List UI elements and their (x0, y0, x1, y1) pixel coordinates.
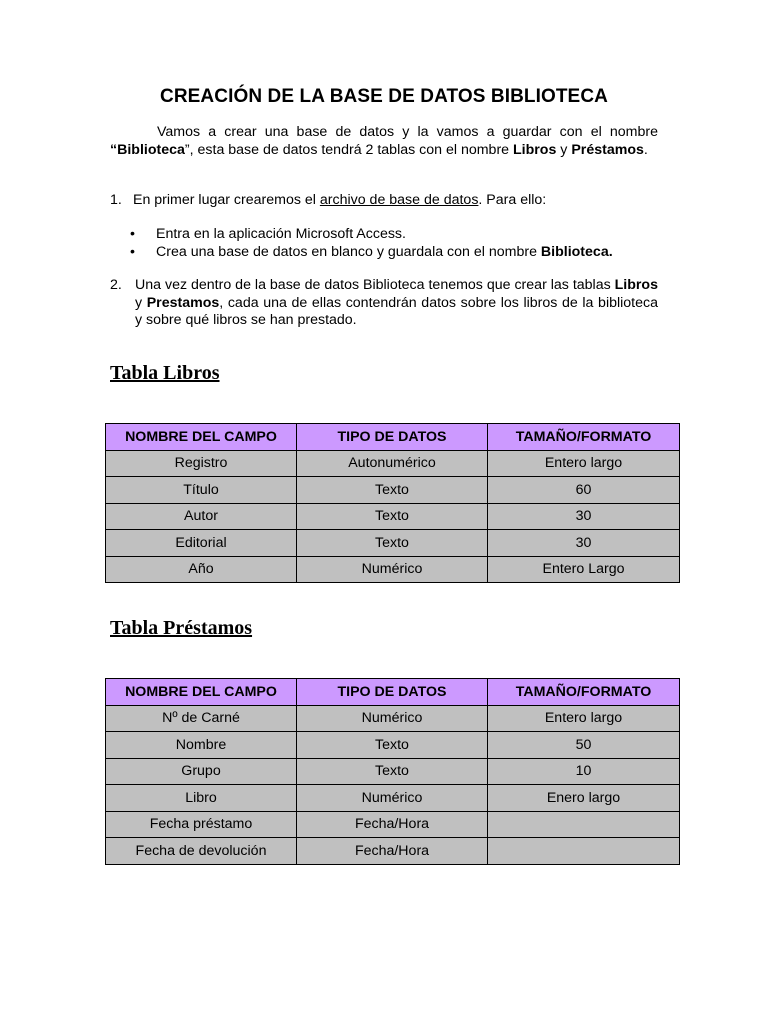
table-row (106, 785, 680, 812)
column-header-size-format: TAMAÑO/FORMATO (488, 424, 680, 451)
table-row (106, 758, 680, 785)
size-format-cell (488, 838, 680, 865)
field-name-cell: Grupo (106, 758, 297, 785)
bullet-symbol: • (130, 244, 135, 260)
field-name-cell: Autor (106, 503, 297, 530)
step-2-bold-prestamos: Prestamos (146, 294, 220, 311)
field-name-cell: Editorial (106, 530, 297, 557)
step-2-text-2: y (135, 294, 147, 311)
data-type-cell: Texto (297, 477, 488, 504)
column-header-field-name: NOMBRE DEL CAMPO (106, 424, 297, 451)
bullet-2-text-plain: Crea una base de datos en blanco y guardala con el nombre (156, 244, 541, 260)
size-format-cell: 50 (488, 732, 680, 759)
field-name-cell: Nombre (106, 732, 297, 759)
bullet-2-text (156, 244, 613, 262)
intro-text-1: Vamos a crear una base de datos y la vamos a guardar con el nombre (157, 124, 658, 140)
data-type-cell: Fecha/Hora (297, 838, 488, 865)
size-format-cell: Entero largo (488, 705, 680, 732)
column-header-data-type: TIPO DE DATOS (297, 679, 488, 706)
field-name-cell: Título (106, 477, 297, 504)
bullet-1-text: Entra en la aplicación Microsoft Access. (156, 226, 406, 242)
table-row (106, 705, 680, 732)
size-format-cell: Entero Largo (488, 556, 680, 583)
size-format-cell: 30 (488, 503, 680, 530)
prestamos-table (105, 678, 680, 865)
step-2-text-3: , cada una de ellas contendrán datos sobre los libros de la biblioteca y sobre qué libros se han prestado. (135, 294, 658, 328)
table-header-row (106, 424, 680, 451)
data-type-cell: Numérico (297, 705, 488, 732)
size-format-cell: Enero largo (488, 785, 680, 812)
data-type-cell: Numérico (297, 556, 488, 583)
size-format-cell: 10 (488, 758, 680, 785)
field-name-cell: Año (106, 556, 297, 583)
table-row (106, 503, 680, 530)
size-format-cell: 60 (488, 477, 680, 504)
step-1-text-before: En primer lugar crearemos el (133, 192, 320, 208)
document-title: CREACIÓN DE LA BASE DE DATOS BIBLIOTECA (160, 86, 608, 107)
data-type-cell: Fecha/Hora (297, 811, 488, 838)
field-name-cell: Fecha préstamo (106, 811, 297, 838)
step-2-text-1: Una vez dentro de la base de datos Biblioteca tenemos que crear las tablas (135, 277, 615, 293)
step-2-text (135, 277, 658, 330)
column-header-data-type: TIPO DE DATOS (297, 424, 488, 451)
table-row (106, 530, 680, 557)
data-type-cell: Texto (297, 758, 488, 785)
prestamos-section-heading: Tabla Préstamos (110, 617, 253, 639)
step-2-bold-libros: Libros (614, 277, 658, 293)
table-header-row (106, 679, 680, 706)
field-name-cell: Nº de Carné (106, 705, 297, 732)
step-1-text (133, 192, 663, 210)
libros-section-heading: Tabla Libros (110, 362, 220, 384)
step-1-underlined-term: archivo de base de datos (319, 192, 479, 208)
column-header-field-name: NOMBRE DEL CAMPO (106, 679, 297, 706)
size-format-cell (488, 811, 680, 838)
table-row (106, 732, 680, 759)
data-type-cell: Numérico (297, 785, 488, 812)
bullet-symbol: • (130, 226, 135, 242)
intro-bold-biblioteca: Biblioteca (117, 141, 185, 158)
size-format-cell: 30 (488, 530, 680, 557)
field-name-cell: Fecha de devolución (106, 838, 297, 865)
intro-open-quote: “ (110, 141, 118, 158)
intro-bold-prestamos: Préstamos (571, 141, 644, 158)
field-name-cell: Registro (106, 450, 297, 477)
intro-text-2: ”, esta base de datos tendrá 2 tablas con el nombre (184, 141, 513, 158)
size-format-cell: Entero largo (488, 450, 680, 477)
column-header-size-format: TAMAÑO/FORMATO (488, 679, 680, 706)
table-row (106, 556, 680, 583)
field-name-cell: Libro (106, 785, 297, 812)
intro-text-4: . (643, 141, 648, 158)
data-type-cell: Texto (297, 732, 488, 759)
step-1-text-after: . Para ello: (478, 192, 547, 208)
step-2-number: 2. (110, 277, 122, 293)
data-type-cell: Texto (297, 503, 488, 530)
libros-table (105, 423, 680, 583)
intro-text-3: y (556, 141, 572, 158)
table-row (106, 450, 680, 477)
table-row (106, 477, 680, 504)
data-type-cell: Texto (297, 530, 488, 557)
intro-paragraph (110, 124, 658, 159)
intro-bold-libros: Libros (513, 141, 557, 158)
table-row (106, 838, 680, 865)
step-1-number: 1. (110, 192, 122, 208)
table-row (106, 811, 680, 838)
bullet-2-text-bold: Biblioteca. (540, 244, 613, 260)
data-type-cell: Autonumérico (297, 450, 488, 477)
